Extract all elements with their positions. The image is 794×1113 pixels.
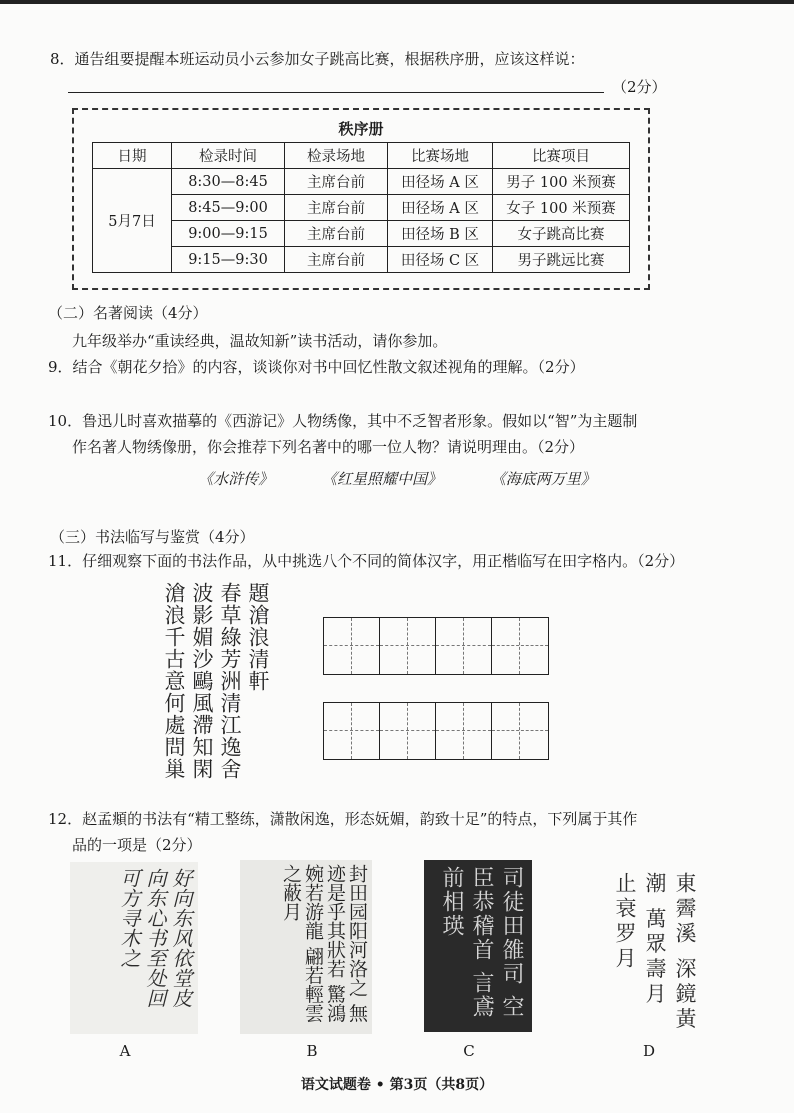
section-3-heading: （三）书法临写与鉴赏（4分） (50, 528, 255, 546)
tianzige-cell[interactable] (436, 703, 492, 759)
work-title: 《海底两万里》 (490, 470, 596, 488)
table-cell: 8:45—9:00 (172, 195, 285, 221)
calligraphy-column: 春草綠芳洲清江逸舍 (218, 582, 242, 780)
question-11-text: 11．仔细观察下面的书法作品，从中挑选八个不同的简体汉字，用正楷临写在田字格内。（2分） (48, 552, 685, 570)
calligraphy-work (160, 582, 272, 794)
table-row (93, 247, 630, 273)
option-label-a: A (119, 1042, 131, 1060)
work-title: 《红星照耀中国》 (321, 470, 442, 488)
tianzige-cell[interactable] (380, 703, 436, 759)
calligraphy-image-b (240, 860, 372, 1034)
work-title: 《水浒传》 (198, 470, 274, 488)
table-cell: 8:30—8:45 (172, 169, 285, 195)
calligraphy-column: 滄浪千古意何處問巢 (162, 582, 186, 780)
tianzige-grid-row-1[interactable] (323, 617, 549, 675)
tianzige-cell[interactable] (492, 703, 548, 759)
table-cell: 男子 100 米预赛 (493, 169, 630, 195)
page-footer: 语文试题卷 • 第3页（共8页） (300, 1077, 494, 1093)
calligraphy-image-text: 好向东风依堂皮 向东心书至处回 可方寻木之 (117, 868, 193, 1008)
section-2-intro: 九年级举办“重读经典，温故知新”读书活动，请你参加。 (72, 332, 448, 350)
header-match-venue: 比赛场地 (388, 143, 493, 169)
option-label-b: B (306, 1042, 318, 1060)
schedule-header-row (93, 143, 630, 169)
header-event: 比赛项目 (493, 143, 630, 169)
table-cell: 9:15—9:30 (172, 247, 285, 273)
tianzige-cell[interactable] (492, 618, 548, 674)
table-row (93, 195, 630, 221)
table-cell: 主席台前 (285, 195, 388, 221)
table-cell: 田径场 A 区 (388, 195, 493, 221)
question-9-text: 9．结合《朝花夕拾》的内容，谈谈你对书中回忆性散文叙述视角的理解。（2分） (48, 358, 585, 376)
option-label-d: D (642, 1042, 656, 1060)
tianzige-cell[interactable] (324, 703, 380, 759)
tianzige-grid-row-2[interactable] (323, 702, 549, 760)
schedule-title: 秩序册 (338, 120, 384, 138)
question-12-line-1: 12．赵孟頫的书法有“精工整练，潇散闲逸，形态妩媚，韵致十足”的特点，下列属于其作 (48, 810, 638, 828)
question-8-answer-line (68, 92, 604, 93)
table-cell: 田径场 A 区 (388, 169, 493, 195)
table-row (93, 221, 630, 247)
question-8-text: 8．通告组要提醒本班运动员小云参加女子跳高比赛，根据秩序册，应该这样说： (50, 50, 585, 68)
tianzige-cell[interactable] (436, 618, 492, 674)
schedule-table (92, 142, 630, 273)
tianzige-cell[interactable] (380, 618, 436, 674)
header-date: 日期 (93, 143, 172, 169)
table-cell: 男子跳远比赛 (493, 247, 630, 273)
calligraphy-image-text: 封田园阳河洛之 無迹是乎其狀若 驚鴻婉若游龍 翩若輕雲之蔽月 (280, 864, 368, 1023)
option-label-c: C (463, 1042, 475, 1060)
calligraphy-image-text: 司徒田雒司 空臣恭稽首 言鳶前相瑛 (439, 866, 524, 1019)
table-cell: 主席台前 (285, 169, 388, 195)
calligraphy-image-d (578, 862, 706, 1034)
question-10-line-2: 作名著人物绣像册，你会推荐下列名著中的哪一位人物？请说明理由。（2分） (72, 438, 585, 456)
question-12-line-2: 品的一项是（2分） (72, 836, 202, 854)
table-cell: 女子 100 米预赛 (493, 195, 630, 221)
table-cell: 田径场 B 区 (388, 221, 493, 247)
question-8-score: （2分） (612, 78, 667, 96)
table-row (93, 169, 630, 195)
top-border (0, 0, 794, 4)
table-cell: 主席台前 (285, 221, 388, 247)
header-checkin-venue: 检录场地 (285, 143, 388, 169)
table-cell: 女子跳高比赛 (493, 221, 630, 247)
calligraphy-column: 波影媚沙鷗風滯知閑 (190, 582, 214, 780)
table-cell: 主席台前 (285, 247, 388, 273)
calligraphy-image-a (70, 862, 198, 1034)
section-2-heading: （二）名著阅读（4分） (48, 304, 208, 322)
works-list (0, 468, 794, 489)
calligraphy-column: 題滄浪清軒 (246, 582, 270, 692)
calligraphy-image-c (424, 860, 532, 1032)
date-cell: 5月7日 (93, 169, 172, 273)
table-cell: 田径场 C 区 (388, 247, 493, 273)
calligraphy-image-text: 東霽溪 深鏡黃潮 萬眾壽月 止衰罗月 (613, 872, 697, 1033)
question-10-line-1: 10．鲁迅儿时喜欢描摹的《西游记》人物绣像，其中不乏智者形象。假如以“智”为主题制 (48, 412, 638, 430)
header-checkin-time: 检录时间 (172, 143, 285, 169)
table-cell: 9:00—9:15 (172, 221, 285, 247)
tianzige-cell[interactable] (324, 618, 380, 674)
